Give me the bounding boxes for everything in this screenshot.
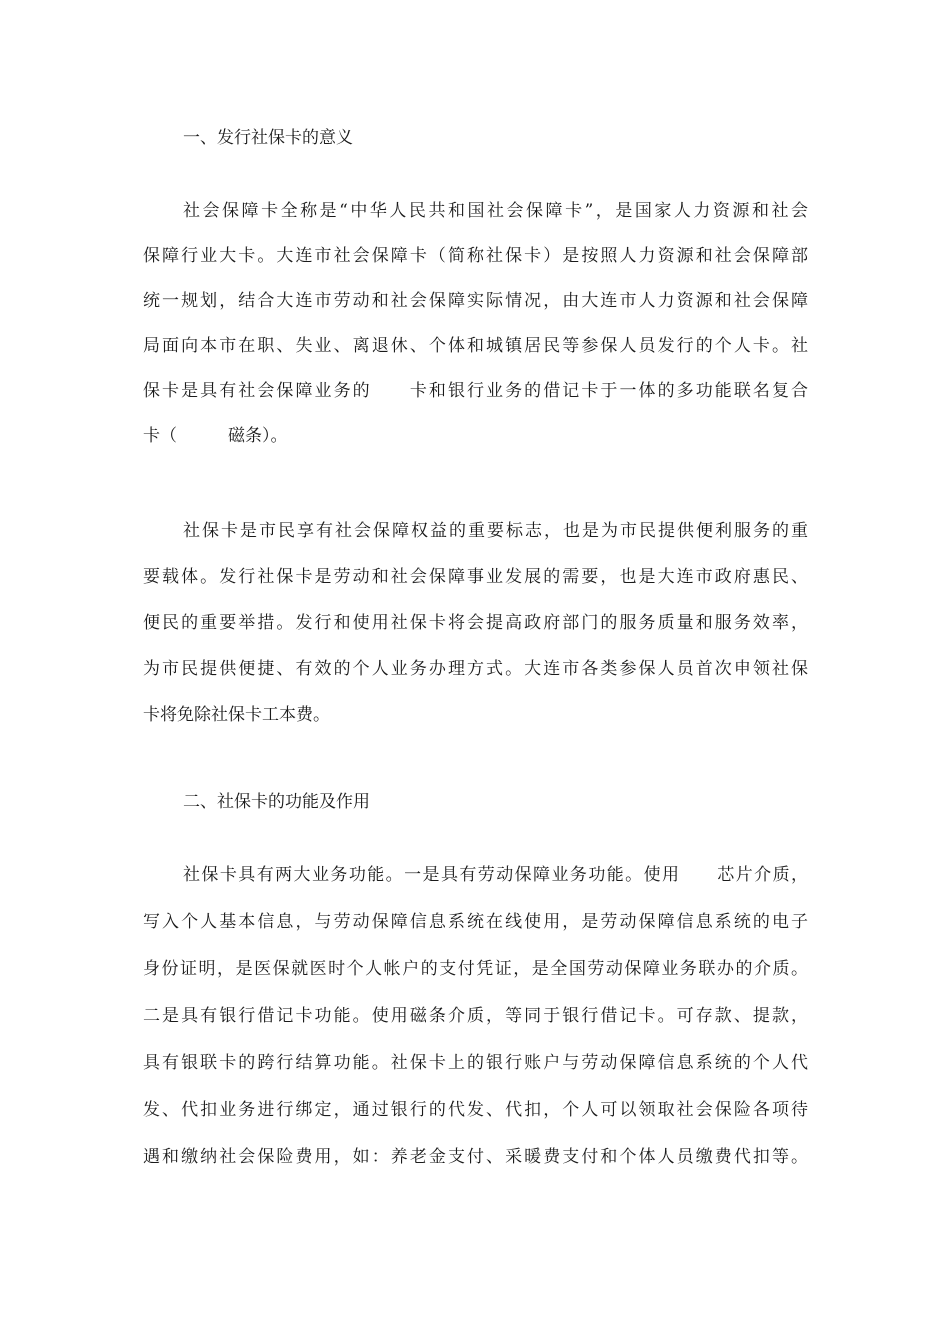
paragraph-line: 社保卡是市民享有社会保障权益的重要标志，也是为市民提供便利服务的重 [183, 521, 808, 541]
paragraph-line: 要载体。发行社保卡是劳动和社会保障事业发展的需要，也是大连市政府惠民、 [143, 567, 808, 587]
paragraph-line: 局面向本市在职、失业、离退休、个体和城镇居民等参保人员发行的个人卡。社 [143, 336, 808, 356]
section-heading-1: 一、发行社保卡的意义 [183, 128, 353, 148]
paragraph-line: 社会保障卡全称是“中华人民共和国社会保障卡”，是国家人力资源和社会 [183, 201, 808, 221]
paragraph-line: 保障行业大卡。大连市社会保障卡（简称社保卡）是按照人力资源和社会保障部 [143, 246, 808, 266]
paragraph-line: 为市民提供便捷、有效的个人业务办理方式。大连市各类参保人员首次申领社保 [143, 659, 808, 679]
paragraph-line: 社保卡具有两大业务功能。一是具有劳动保障业务功能。使用 芯片介质， [183, 865, 808, 885]
paragraph-line: 发、代扣业务进行绑定，通过银行的代发、代扣，个人可以领取社会保险各项待 [143, 1100, 808, 1120]
paragraph-line: 身份证明，是医保就医时个人帐户的支付凭证，是全国劳动保障业务联办的介质。 [143, 959, 808, 979]
paragraph-line: 写入个人基本信息，与劳动保障信息系统在线使用，是劳动保障信息系统的电子 [143, 912, 808, 932]
paragraph-line: 保卡是具有社会保障业务的 卡和银行业务的借记卡于一体的多功能联名复合 [143, 381, 808, 401]
paragraph-line: 卡将免除社保卡工本费。 [143, 705, 330, 725]
paragraph-line: 便民的重要举措。发行和使用社保卡将会提高政府部门的服务质量和服务效率， [143, 613, 808, 633]
paragraph-line: 具有银联卡的跨行结算功能。社保卡上的银行账户与劳动保障信息系统的个人代 [143, 1053, 808, 1073]
section-heading-2: 二、社保卡的功能及作用 [183, 792, 370, 812]
paragraph-line: 卡（ 磁条）。 [143, 426, 288, 446]
paragraph-line: 统一规划，结合大连市劳动和社会保障实际情况，由大连市人力资源和社会保障 [143, 291, 808, 311]
paragraph-line: 二是具有银行借记卡功能。使用磁条介质，等同于银行借记卡。可存款、提款， [143, 1006, 808, 1026]
paragraph-line: 遇和缴纳社会保险费用，如：养老金支付、采暖费支付和个体人员缴费代扣等。 [143, 1147, 808, 1167]
